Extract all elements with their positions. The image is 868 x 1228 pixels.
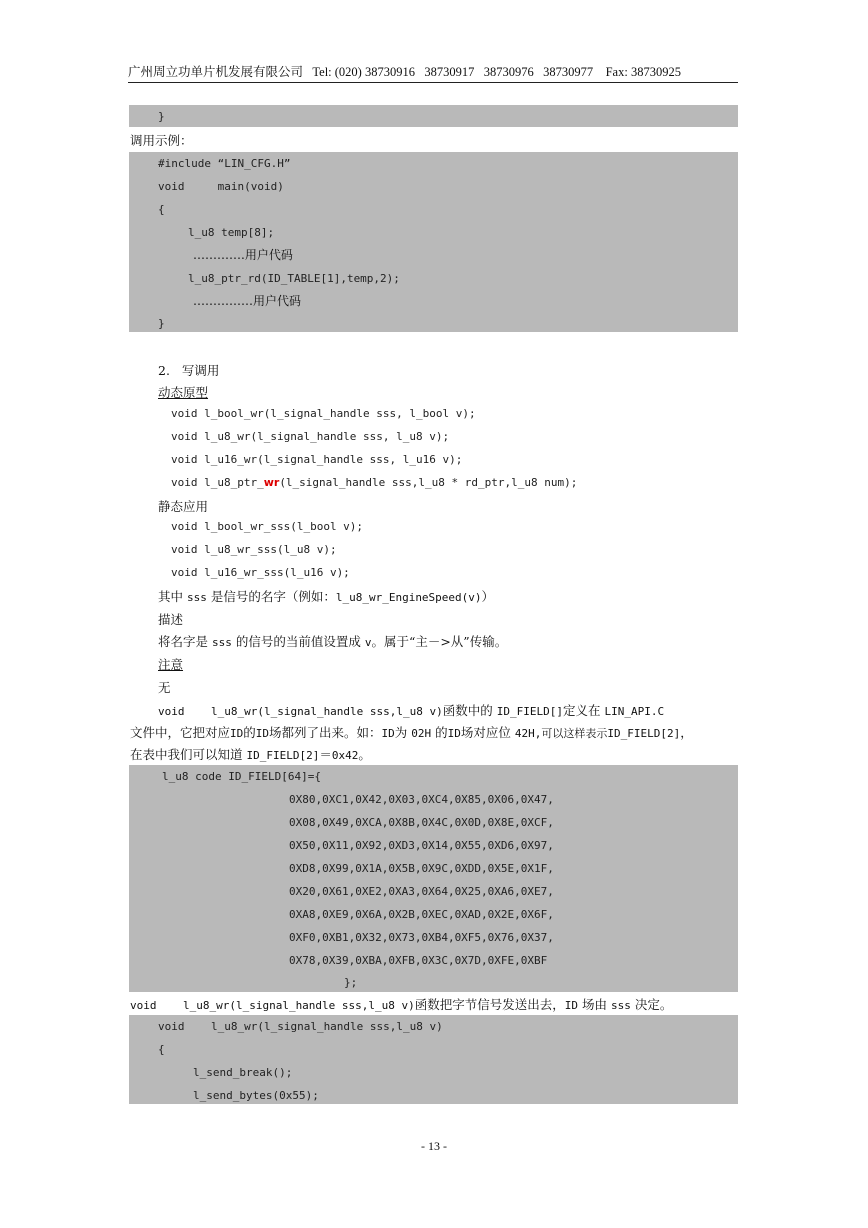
send-text: 决定。: [630, 997, 673, 1012]
para-text: 在表中我们可以知道: [130, 747, 247, 762]
send-break-call: l_send_break();: [193, 1066, 293, 1079]
page-number: - 13 -: [421, 1139, 447, 1153]
desc-line: [158, 632, 507, 650]
idfield-row: 0XA8,0XE9,0X6A,0X2B,0XEC,0XAD,0X2E,0X6F,: [289, 908, 554, 921]
desc-sss: sss: [211, 636, 232, 649]
dynamic-proto-label: 动态原型: [158, 385, 209, 400]
para-text: 文件中，它把对应: [130, 725, 231, 740]
static-u16-wr: void l_u16_wr_sss(l_u16 v);: [171, 566, 350, 579]
send-signature: void l_u8_wr(l_signal_handle sss,l_u8 v): [158, 1020, 443, 1033]
code-decl: l_u8 temp[8];: [188, 226, 275, 239]
send-id: ID: [564, 999, 579, 1012]
static-bool-wr: void l_bool_wr_sss(l_bool v);: [171, 520, 364, 533]
note-text: 无: [158, 680, 171, 695]
company-name: 广州周立功单片机发展有限公司: [128, 65, 304, 79]
desc-text-b: 的信号的当前值设置成: [231, 634, 365, 649]
idfield-decl: l_u8 code ID_FIELD[64]={: [162, 770, 321, 783]
proto-ptr-prefix: void l_u8_ptr_: [171, 476, 264, 489]
desc-text-c: 。属于“主－>从”传输。: [371, 634, 508, 649]
where-text-b: 是信号的名字（例如：: [206, 589, 336, 604]
code-call: l_u8_ptr_rd(ID_TABLE[1],temp,2);: [188, 272, 400, 285]
where-example: l_u8_wr_EngineSpeed(v): [335, 591, 482, 604]
send-open-brace: {: [158, 1043, 165, 1056]
note-label: 注意: [158, 657, 184, 672]
send-text: 函数把字节信号发送出去，: [414, 997, 565, 1012]
desc-text-a: 将名字是: [158, 634, 212, 649]
idfield-row: 0X20,0X61,0XE2,0XA3,0X64,0X25,0XA6,0XE7,: [289, 885, 554, 898]
tel-numbers: Tel: (020) 38730916 38730917 38730976 38730977: [312, 65, 594, 79]
page-header: [128, 62, 738, 80]
para-line-1: [158, 701, 664, 719]
para-line-3: [130, 745, 371, 763]
para-hex: 02H: [411, 727, 432, 740]
example-label: 调用示例：: [130, 133, 193, 148]
idfield-row: 0X80,0XC1,0X42,0X03,0XC4,0X85,0X06,0X47,: [289, 793, 554, 806]
proto-u8-ptr-wr: [171, 476, 577, 489]
para-idfield: ID_FIELD[2]: [607, 727, 681, 740]
para-text: ＝: [319, 747, 332, 762]
idfield-row: 0XF0,0XB1,0X32,0X73,0XB4,0XF5,0X76,0X37,: [289, 931, 554, 944]
idfield-row: 0X50,0X11,0X92,0XD3,0X14,0X55,0XD6,0X97,: [289, 839, 554, 852]
handwritten-mark: wr: [263, 476, 280, 489]
para-text: 场对应位: [460, 725, 515, 740]
send-line: [130, 995, 672, 1013]
desc-label: 描述: [158, 612, 184, 627]
where-sss: sss: [186, 591, 207, 604]
para-text: 。: [358, 747, 371, 762]
para-idfield: ID_FIELD[]: [496, 705, 563, 718]
code-closing-brace: }: [158, 110, 165, 123]
code-close-brace: }: [158, 317, 165, 330]
where-line: [158, 587, 494, 605]
proto-ptr-suffix: (l_signal_handle sss,l_u8 * rd_ptr,l_u8 num);: [279, 476, 578, 489]
desc-v: v: [364, 636, 372, 649]
para-text: 场都列了出来。如：: [269, 725, 382, 740]
para-id: ID: [381, 727, 395, 740]
code-open-brace: {: [158, 203, 165, 216]
code-block-1: [129, 105, 738, 127]
para-hex: 0x42: [331, 749, 359, 762]
para-text: 定义在: [563, 703, 605, 718]
code-include: #include “LIN_CFG.H”: [158, 157, 291, 170]
proto-u16-wr: void l_u16_wr(l_signal_handle sss, l_u16 v);: [171, 453, 463, 466]
para-text: ，: [680, 725, 693, 740]
para-hex: 42H: [514, 727, 535, 740]
send-code-sig: void l_u8_wr(l_signal_handle sss,l_u8 v): [130, 999, 415, 1012]
para-text: ,可以这样表示: [534, 727, 608, 740]
send-bytes-call: l_send_bytes(0x55);: [193, 1089, 319, 1102]
idfield-row: 0XD8,0X99,0X1A,0X5B,0X9C,0XDD,0X5E,0X1F,: [289, 862, 554, 875]
para-filename: LIN_API.C: [604, 705, 665, 718]
code-user-comment-2: ……………用户代码: [193, 294, 302, 308]
proto-bool-wr: void l_bool_wr(l_signal_handle sss, l_bool v);: [171, 407, 476, 420]
para-id: ID: [230, 727, 244, 740]
para-text: 函数中的: [442, 703, 497, 718]
proto-u8-wr: void l_u8_wr(l_signal_handle sss, l_u8 v);: [171, 430, 450, 443]
para-text: 为: [394, 725, 412, 740]
idfield-row: 0X78,0X39,0XBA,0XFB,0X3C,0X7D,0XFE,0XBF: [289, 954, 548, 967]
section-heading: [158, 361, 219, 379]
code-user-comment-1: ………….用户代码: [193, 248, 293, 262]
header-rule: [128, 82, 738, 83]
fax-number: Fax: 38730925: [605, 65, 681, 79]
where-text-a: 其中: [158, 589, 187, 604]
para-line-2: [130, 723, 693, 741]
para-code-sig: void l_u8_wr(l_signal_handle sss,l_u8 v): [158, 705, 443, 718]
para-id: ID: [447, 727, 461, 740]
send-sss: sss: [611, 999, 631, 1012]
section-title: 写调用: [181, 363, 220, 378]
static-label: 静态应用: [158, 499, 209, 514]
send-text: 场由: [578, 997, 611, 1012]
idfield-close: };: [344, 976, 358, 989]
para-idfield: ID_FIELD[2]: [246, 749, 320, 762]
static-u8-wr: void l_u8_wr_sss(l_u8 v);: [171, 543, 337, 556]
para-id: ID: [255, 727, 270, 740]
code-main-signature: void main(void): [158, 180, 284, 193]
section-number: 2.: [158, 363, 170, 378]
where-text-c: ）: [481, 589, 495, 604]
para-text: 的: [243, 725, 256, 740]
para-text: 的: [431, 725, 448, 740]
idfield-row: 0X08,0X49,0XCA,0X8B,0X4C,0X0D,0X8E,0XCF,: [289, 816, 554, 829]
